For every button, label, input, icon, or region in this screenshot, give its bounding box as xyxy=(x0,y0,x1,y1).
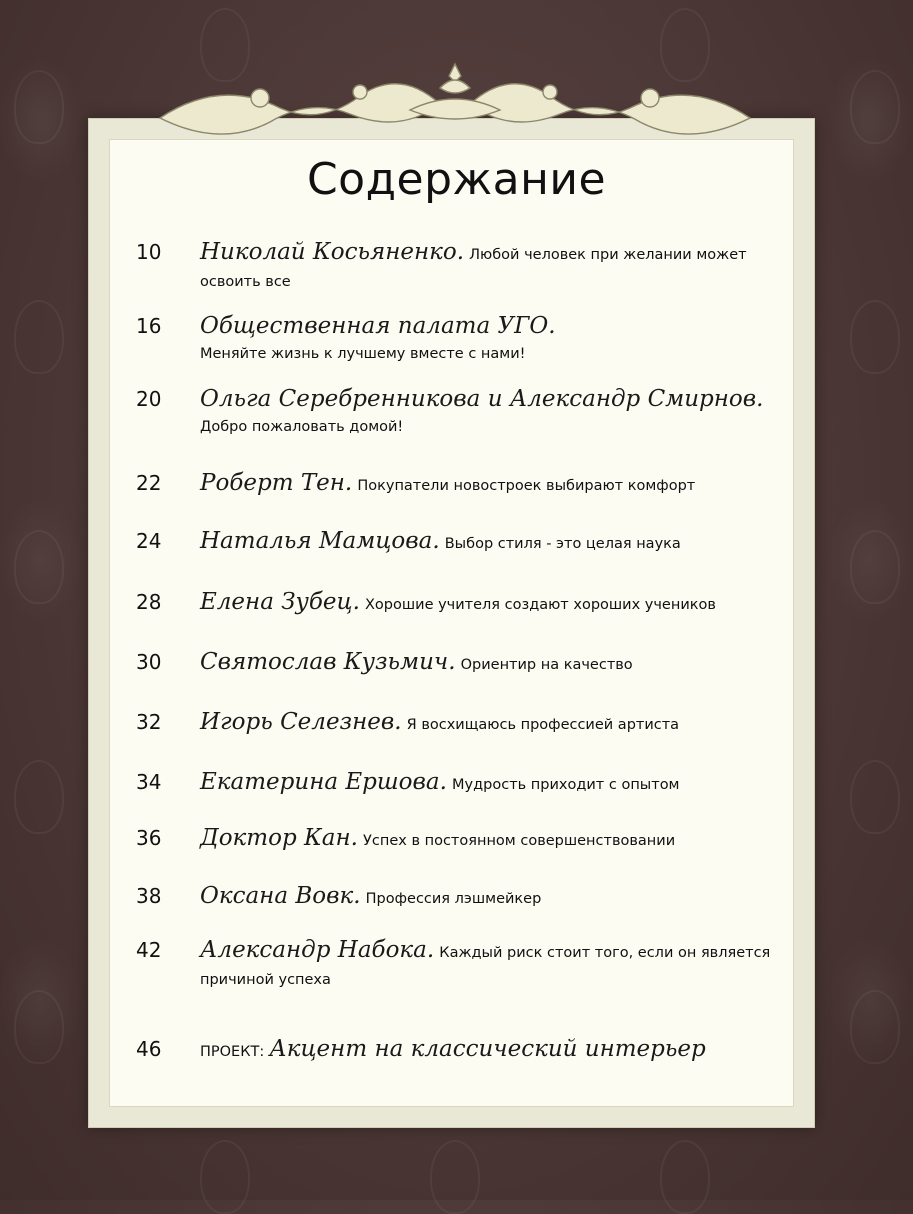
entry-subtitle: Каждый риск стоит того, если он является причиной успеха xyxy=(200,945,771,988)
entry-name: Общественная палата УГО. xyxy=(200,313,556,339)
page-number: 20 xyxy=(136,387,162,411)
damask-motif xyxy=(14,760,64,834)
entry-subtitle: Успех в постоянном совершенствовании xyxy=(363,833,676,849)
damask-motif xyxy=(14,530,64,604)
page-number: 24 xyxy=(136,529,162,553)
entry-name: Елена Зубец. xyxy=(200,589,360,615)
entry-subtitle: Профессия лэшмейкер xyxy=(365,891,542,907)
damask-motif xyxy=(14,990,64,1064)
entry-name: Оксана Вовк. xyxy=(200,883,361,909)
project-name: Акцент на классический интерьер xyxy=(269,1036,706,1062)
entry-subtitle: Покупатели новостроек выбирают комфорт xyxy=(357,478,696,494)
entry-name: Александр Набока. xyxy=(200,937,435,963)
project-prefix: ПРОЕКТ: xyxy=(200,1044,265,1060)
entry-subtitle: Ориентир на качество xyxy=(460,657,633,673)
page-number: 28 xyxy=(136,590,162,614)
damask-motif xyxy=(14,300,64,374)
damask-motif xyxy=(660,1140,710,1214)
damask-motif xyxy=(850,760,900,834)
page-number: 42 xyxy=(136,938,162,962)
entry-name: Игорь Селезнев. xyxy=(200,709,402,735)
damask-motif xyxy=(14,70,64,144)
entry-subtitle: Любой человек при желании может освоить все xyxy=(200,247,747,290)
page-number: 10 xyxy=(136,240,162,264)
entry-subtitle: Добро пожаловать домой! xyxy=(200,419,404,435)
damask-motif xyxy=(430,1140,480,1214)
entry-subtitle: Я восхищаюсь профессией артиста xyxy=(406,717,680,733)
entry-name: Доктор Кан. xyxy=(200,825,358,851)
entry-subtitle: Хорошие учителя создают хороших учеников xyxy=(365,597,716,613)
entry-subtitle: Мудрость приходит с опытом xyxy=(452,777,680,793)
page-title: Содержание xyxy=(306,154,607,205)
page-number: 30 xyxy=(136,650,162,674)
page-number: 22 xyxy=(136,471,162,495)
entry-subtitle: Выбор стиля - это целая наука xyxy=(444,536,681,552)
entry-name: Наталья Мамцова. xyxy=(200,528,440,554)
page-number: 32 xyxy=(136,710,162,734)
entry-name: Ольга Серебренникова и Александр Смирнов. xyxy=(200,386,764,412)
entry-subtitle: Меняйте жизнь к лучшему вместе с нами! xyxy=(200,346,526,362)
page-number: 46 xyxy=(136,1037,162,1061)
damask-motif xyxy=(850,70,900,144)
entry-name: Святослав Кузьмич. xyxy=(200,649,456,675)
damask-motif xyxy=(850,990,900,1064)
entry-name: Роберт Тен. xyxy=(200,470,353,496)
damask-motif xyxy=(850,300,900,374)
page-number: 38 xyxy=(136,884,162,908)
entry-name: Екатерина Ершова. xyxy=(200,769,447,795)
baroque-ornament-icon xyxy=(140,58,770,138)
page-number: 36 xyxy=(136,826,162,850)
page-number: 16 xyxy=(136,314,162,338)
entry-name: Николай Косьяненко. xyxy=(200,239,465,265)
page-number: 34 xyxy=(136,770,162,794)
damask-motif xyxy=(850,530,900,604)
damask-motif xyxy=(200,1140,250,1214)
